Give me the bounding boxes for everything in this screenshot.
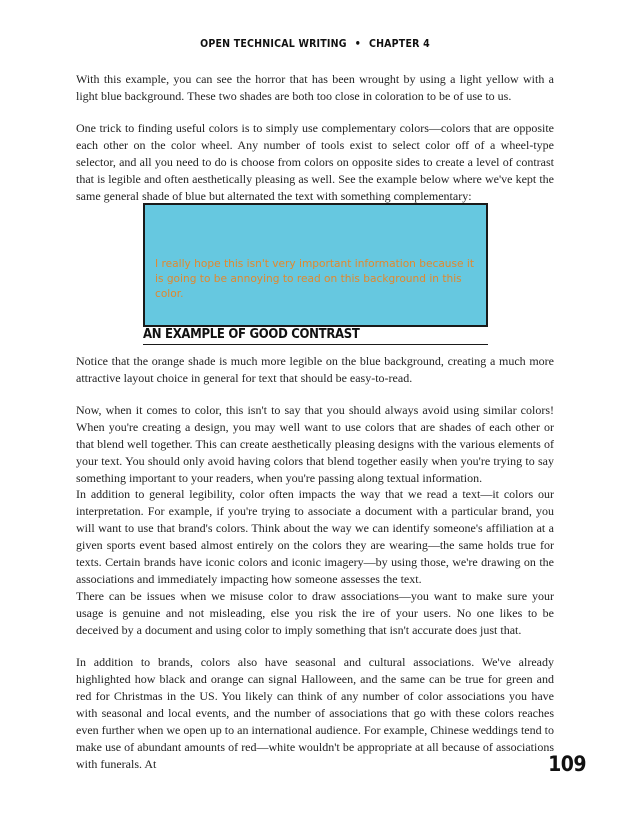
figure-caption: AN EXAMPLE OF GOOD CONTRAST xyxy=(143,326,488,345)
page-number: 109 xyxy=(548,752,586,776)
body-paragraph-4: Now, when it comes to color, this isn't to say that you should always avoid using similar colors! When you're creating a design, you may well want to use colors that are shades of each other or that blend well together. This can create aesthetically pleasing designs with the various elements of your text. You should only avoid having colors that blend together easily when you're trying to say something important to your readers, when you're passing along textual information. xyxy=(76,403,554,485)
body-paragraph-5: In addition to general legibility, color often impacts the way that we read a text—it colors our interpretation. For example, if you're trying to associate a document with a particular brand, you will want to use that brand's colors. Think about the way we can identify someone's affiliation at a given sports event based almost entirely on the colors they are wearing—the same holds true for texts. Certain brands have iconic colors and iconic imagery—by using those, we're drawing on the associations and immediately impacting how someone assesses the text. xyxy=(76,487,554,586)
header-separator: • xyxy=(354,38,361,50)
body-paragraph-6: There can be issues when we misuse color to draw associations—you want to make sure your usage is genuine and not misleading, else you risk the ire of your users. No one likes to be deceived by a document and using color to imply something that isn't accurate does just that. xyxy=(76,589,554,637)
body-paragraph-7: In addition to brands, colors also have seasonal and cultural associations. We've already highlighted how black and orange can signal Halloween, and the same can be true for green and red for Christmas in the US. You likely can think of any number of color associations you have with seasonal and local events, and the number of associations that go with these colors reaches even further when we open up to an international audience. For example, Chinese weddings tend to make use of abundant amounts of red—white wouldn't be appropriate at all because of associations with funerals. At xyxy=(76,655,554,771)
body-paragraph-3: Notice that the orange shade is much more legible on the blue background, creating a much more attractive layout choice in general for text that should be easy-to-read. xyxy=(76,354,554,385)
figure-example-text: I really hope this isn't very important information because it is going to be annoying to read on this background in this color. xyxy=(155,258,475,300)
contrast-example-figure xyxy=(143,203,488,327)
running-header xyxy=(0,38,630,50)
body-paragraph-2: One trick to finding useful colors is to simply use complementary colors—colors that are opposite each other on the color wheel. Any number of tools exist to select color off of a wheel-type selector, and all you need to do is choose from colors on opposite sides to create a level of contrast that is legible and often aesthetically pleasing as well. See the example below where we've kept the same general shade of blue but alternated the text with something complementary: xyxy=(76,121,554,203)
book-title: OPEN TECHNICAL WRITING xyxy=(200,38,347,50)
body-paragraph-1: With this example, you can see the horror that has been wrought by using a light yellow with a light blue background. These two shades are both too close in coloration to be of use to us. xyxy=(76,72,554,103)
chapter-label: CHAPTER 4 xyxy=(368,38,430,50)
